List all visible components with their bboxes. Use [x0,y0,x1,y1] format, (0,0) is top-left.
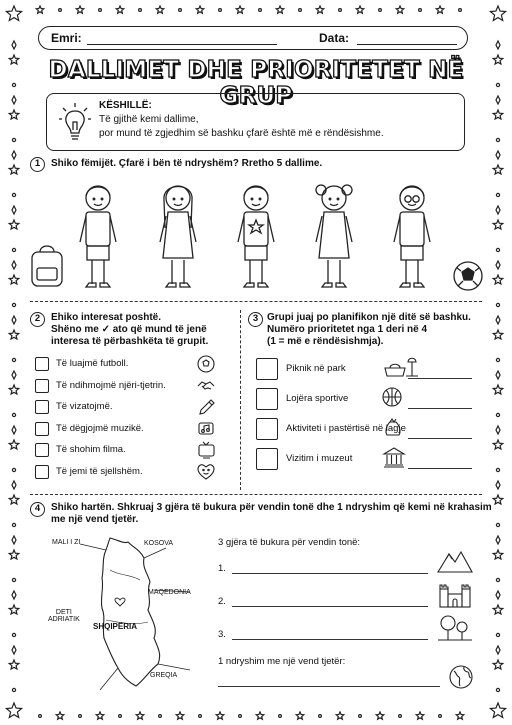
interest-checkbox[interactable] [35,379,49,393]
interest-label: Të ndihmojmë njëri-tjetrin. [56,379,166,391]
question-2-text [51,312,208,348]
interest-label: Të shohim filma. [56,444,126,455]
section-divider-vertical [240,310,241,490]
priority-label: Piknik në park [286,363,346,374]
good-thing-answer-line[interactable] [232,639,428,640]
question-1-text: Shiko fëmijët. Çfarë i bën të ndryshëm? Rretho 5 dallime. [51,158,323,169]
question-3-line-1: Grupi juaj po planifikon një ditë së bashku. [267,312,471,323]
good-thing-number: 1. [218,563,226,574]
tv-icon [197,441,215,459]
question-4-number: 4 [30,502,45,517]
priority-answer-line[interactable] [408,408,472,409]
good-thing-number: 2. [218,596,226,607]
map-label-sea [48,609,80,623]
basketball-icon [382,386,420,408]
priority-label: Vizitim i muzeut [286,453,353,464]
interest-checkbox[interactable] [35,443,49,457]
tip-line-1: Të gjithë kemi dallime, [99,114,199,125]
interest-label: Të dëgjojmë muzikë. [56,422,144,434]
heart-face-icon [197,463,215,481]
interest-checkbox[interactable] [35,357,49,371]
priority-number-box[interactable] [256,388,278,410]
map-label-greece: GREQIA [150,672,178,679]
pencil-icon [197,398,215,416]
children-illustration [28,170,488,300]
priority-answer-line[interactable] [408,468,472,469]
map-label-albania: SHQIPËRIA [93,622,138,631]
date-label: Data: [319,31,350,45]
handshake-icon [197,377,215,395]
map-label-kosovo: KOSOVA [144,540,174,547]
map-label-sea-line-1: DETI [55,609,72,616]
priority-label: Aktiviteti i pastërtisë në lagje [286,423,406,434]
page-title: DALLIMET DHE PRIORITETET NË GRUP [48,57,464,109]
interest-checkbox[interactable] [35,465,49,479]
priority-number-box[interactable] [256,448,278,470]
priority-answer-line[interactable] [408,378,472,379]
name-date-bar [38,26,468,50]
map-label-montenegro: MALI I ZI [52,539,81,546]
good-thing-number: 3. [218,629,226,640]
question-3-text [267,312,471,348]
tip-heading: KËSHILLË: [99,100,152,111]
interest-label: Të jemi të sjellshëm. [56,465,143,477]
albania-outline [101,538,159,686]
name-field[interactable] [87,44,277,45]
river-lines [106,570,148,624]
question-3-line-3: (1 = më e rëndësishmja). [267,336,384,347]
soccer-ball-icon [454,262,482,290]
neighbour-borders [80,544,190,690]
name-label: Emri: [51,31,82,45]
question-2-line-2: Shëno me ✓ ato që mund të jenë [51,324,207,335]
question-3-number: 3 [248,312,263,327]
heart-marker [115,598,125,606]
child-figure [394,186,430,287]
child-figure [238,186,274,287]
interest-checkbox[interactable] [35,400,49,414]
good-thing-answer-line[interactable] [232,573,428,574]
section-divider-2 [30,494,482,495]
question-4-text [51,502,492,526]
interest-checkbox[interactable] [35,422,49,436]
tip-line-2: por mund të zgjedhim së bashku çfarë është më e rëndësishme. [99,128,384,139]
date-field[interactable] [357,44,457,45]
backpack-icon [32,246,62,286]
music-note-icon [197,420,215,438]
globe-icon [448,664,474,690]
child-figure [160,186,196,287]
question-4-line-1: Shiko hartën. Shkruaj 3 gjëra të bukura për vendin tonë dhe 1 ndryshim që kemi në krahasim [51,502,492,513]
question-4-line-2: me një vend tjetër. [51,514,139,525]
map-label-macedonia: MAQEDONIA [148,589,191,596]
soccer-ball-icon [197,355,215,373]
good-things-heading: 3 gjëra të bukura për vendin tonë: [218,537,361,548]
question-3-line-2: Numëro prioritetet nga 1 deri në 4 [267,324,428,335]
castle-icon [437,581,473,609]
good-thing-answer-line[interactable] [232,606,428,607]
section-divider-1 [30,301,482,302]
interest-label: Të vizatojmë. [56,401,113,412]
question-1-number: 1 [30,157,45,172]
trees-icon [437,614,473,642]
child-figure [80,186,116,287]
tip-box [46,93,465,151]
trash-bag-icon [382,416,420,438]
question-2-line-1: Ehiko interesat poshtë. [51,312,162,323]
map-label-sea-line-2: ADRIATIK [48,616,80,623]
difference-answer-line[interactable] [218,686,440,687]
question-2-line-3: interesa të përbashkëta të grupit. [51,336,209,347]
priority-answer-line[interactable] [408,438,472,439]
priority-number-box[interactable] [256,358,278,380]
priority-number-box[interactable] [256,418,278,440]
priority-label: Lojëra sportive [286,393,349,404]
question-2-number: 2 [30,312,45,327]
picnic-icon [382,356,420,378]
mountains-icon [437,548,473,574]
difference-heading: 1 ndryshim me një vend tjetër: [218,656,346,667]
lightbulb-icon [59,102,91,144]
museum-icon [382,446,420,468]
interest-label: Të luajmë futboll. [56,358,129,369]
child-figure [316,185,352,287]
